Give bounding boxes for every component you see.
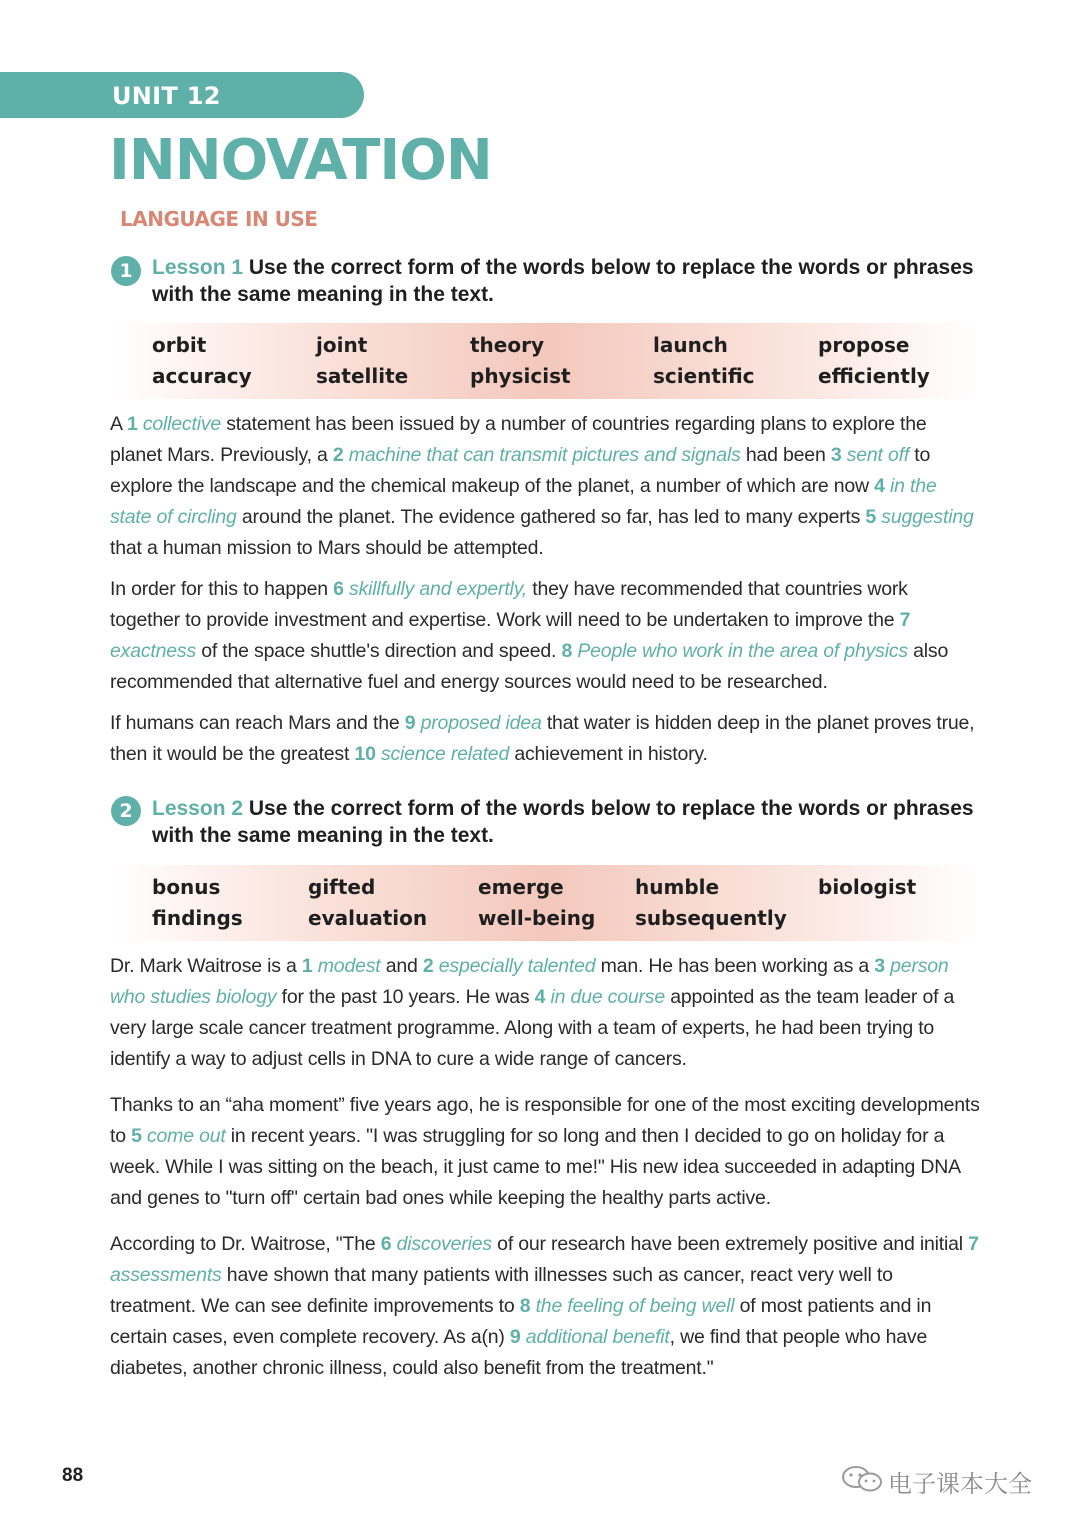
highlighted-phrase: in due course	[550, 986, 666, 1008]
blank-number: 1	[126, 413, 138, 435]
blank-number: 5	[865, 506, 877, 528]
watermark	[840, 1462, 1050, 1496]
exercise-number-1: 1	[111, 256, 141, 286]
text-segment: A	[110, 413, 127, 435]
text-segment: man. He has been working as a	[595, 955, 875, 977]
word-item: accuracy	[152, 364, 252, 388]
blank-number: 7	[968, 1233, 979, 1255]
word-item: bonus	[152, 875, 221, 899]
word-item: scientific	[653, 364, 755, 388]
word-item: subsequently	[635, 906, 787, 930]
word-item: well-being	[478, 906, 596, 930]
highlighted-phrase: the feeling of being well	[535, 1295, 735, 1317]
exercise-2-instruction	[152, 795, 982, 849]
text-segment: they have recommended that countries work together to provide investment and expertise. Work will need to be undertaken to improve the	[110, 578, 908, 631]
text-segment: Thanks to an “aha moment” five years ago, he is responsible for one of the most exciting developments to	[110, 1094, 980, 1147]
blank-number: 6	[380, 1233, 392, 1255]
text-segment: had been	[740, 444, 831, 466]
word-item: evaluation	[308, 906, 428, 930]
text-segment: According to Dr. Waitrose, "The	[110, 1233, 381, 1255]
blank-number: 2	[422, 955, 434, 977]
unit-label: UNIT 12	[112, 82, 221, 110]
highlighted-phrase: collective	[142, 413, 222, 435]
highlighted-phrase: discoveries	[396, 1233, 492, 1255]
highlighted-phrase: assessments	[110, 1264, 222, 1286]
word-item: physicist	[470, 364, 571, 388]
text2-paragraph-2	[110, 1090, 980, 1214]
word-box-2	[110, 865, 980, 941]
text2-paragraph-1	[110, 951, 980, 1075]
unit-title: INNOVATION	[109, 128, 492, 193]
word-item: theory	[470, 333, 545, 357]
blank-number: 6	[333, 578, 344, 600]
text-segment: In order for this to happen	[110, 578, 334, 600]
blank-number: 8	[561, 640, 573, 662]
text-segment: Dr. Mark Waitrose is a	[110, 955, 302, 977]
exercise-number-2: 2	[111, 796, 141, 826]
text-segment: of most patients and in certain cases, even complete recovery. As a(n)	[110, 1295, 932, 1348]
highlighted-phrase: machine that can transmit pictures and signals	[348, 444, 741, 466]
blank-number: 2	[332, 444, 344, 466]
word-item: satellite	[316, 364, 409, 388]
highlighted-phrase: proposed idea	[420, 712, 542, 734]
text-segment: of our research have been extremely positive and initial	[491, 1233, 969, 1255]
text-segment: that a human mission to Mars should be attempted.	[110, 537, 544, 559]
section-subtitle: LANGUAGE IN USE	[120, 207, 318, 231]
text-segment: , we find that people who have diabetes, another chronic illness, could also benefit from the treatment."	[110, 1326, 928, 1379]
word-item: biologist	[818, 875, 917, 899]
text1-paragraph-1	[110, 409, 980, 564]
blank-number: 4	[534, 986, 546, 1008]
highlighted-phrase: sent off	[846, 444, 910, 466]
blank-number: 10	[354, 743, 376, 765]
blank-number: 9	[509, 1326, 521, 1348]
text-segment: have shown that many patients with illnesses such as cancer, react very well to treatment. We can see definite improvements to	[110, 1264, 893, 1317]
chat-bubbles-icon	[840, 1464, 884, 1494]
text-segment: of the space shuttle's direction and speed.	[196, 640, 562, 662]
blank-number: 1	[301, 955, 313, 977]
blank-number: 7	[899, 609, 911, 631]
word-item: propose	[818, 333, 910, 357]
text-segment: to explore the landscape and the chemical makeup of the planet, a number of which are now	[110, 444, 931, 497]
watermark-text: 电子课本大全	[888, 1470, 1032, 1498]
blank-number: 9	[404, 712, 416, 734]
word-item: efficiently	[818, 364, 930, 388]
word-item: launch	[653, 333, 728, 357]
highlighted-phrase: science related	[380, 743, 510, 765]
blank-number: 5	[131, 1125, 142, 1147]
text-segment: also recommended that alternative fuel and energy sources would need to be researched.	[110, 640, 949, 693]
word-item: findings	[152, 906, 243, 930]
blank-number: 3	[874, 955, 885, 977]
word-item: emerge	[478, 875, 564, 899]
text1-paragraph-2	[110, 574, 980, 698]
lesson-label: Lesson 1	[152, 256, 244, 279]
unit-banner	[0, 72, 364, 118]
blank-number: 3	[830, 444, 842, 466]
word-box-1	[110, 323, 980, 399]
highlighted-phrase: exactness	[110, 640, 196, 662]
highlighted-phrase: modest	[317, 955, 381, 977]
text-segment: that water is hidden deep in the planet proves true, then it would be the greatest	[110, 712, 975, 765]
instruction-text: Use the correct form of the words below to replace the words or phrases with the same meaning in the text.	[152, 797, 974, 847]
word-item: orbit	[152, 333, 207, 357]
text1-paragraph-3	[110, 708, 980, 770]
lesson-label: Lesson 2	[152, 797, 244, 820]
text-segment: If humans can reach Mars and the	[110, 712, 405, 734]
blank-number: 4	[874, 475, 885, 497]
text-segment: statement has been issued by a number of countries regarding plans to explore the planet Mars. Previously, a	[110, 413, 927, 466]
highlighted-phrase: People who work in the area of physics	[577, 640, 908, 662]
word-item: gifted	[308, 875, 376, 899]
text-segment: for the past 10 years. He was	[276, 986, 535, 1008]
highlighted-phrase: especially talented	[438, 955, 596, 977]
highlighted-phrase: person who studies biology	[110, 955, 949, 1008]
highlighted-phrase: skillfully and expertly,	[349, 578, 528, 600]
text-segment: appointed as the team leader of a very large scale cancer treatment programme. Along with a team of experts, he had been trying to identify a way to adjust cells in DNA to cure a wide range of cancers.	[110, 986, 955, 1070]
instruction-text: Use the correct form of the words below to replace the words or phrases with the same meaning in the text.	[152, 256, 974, 306]
exercise-1-instruction	[152, 254, 982, 308]
highlighted-phrase: in the state of circling	[110, 475, 937, 528]
text-segment: around the planet. The evidence gathered so far, has led to many experts	[236, 506, 866, 528]
text-segment: in recent years. "I was struggling for so long and then I decided to go on holiday for a week. While I was sitting on the beach, it just came to me!" His new idea succeeded in adapting DNA and genes to "turn off" certain bad ones while keeping the healthy parts active.	[110, 1125, 960, 1209]
highlighted-phrase: additional benefit	[525, 1326, 670, 1348]
text2-paragraph-3	[110, 1229, 980, 1384]
highlighted-phrase: suggesting	[881, 506, 974, 528]
text-segment: and	[380, 955, 423, 977]
highlighted-phrase: come out	[146, 1125, 226, 1147]
text-segment: achievement in history.	[509, 743, 708, 765]
blank-number: 8	[519, 1295, 531, 1317]
word-item: joint	[316, 333, 368, 357]
word-item: humble	[635, 875, 720, 899]
page-number: 88	[62, 1465, 84, 1486]
